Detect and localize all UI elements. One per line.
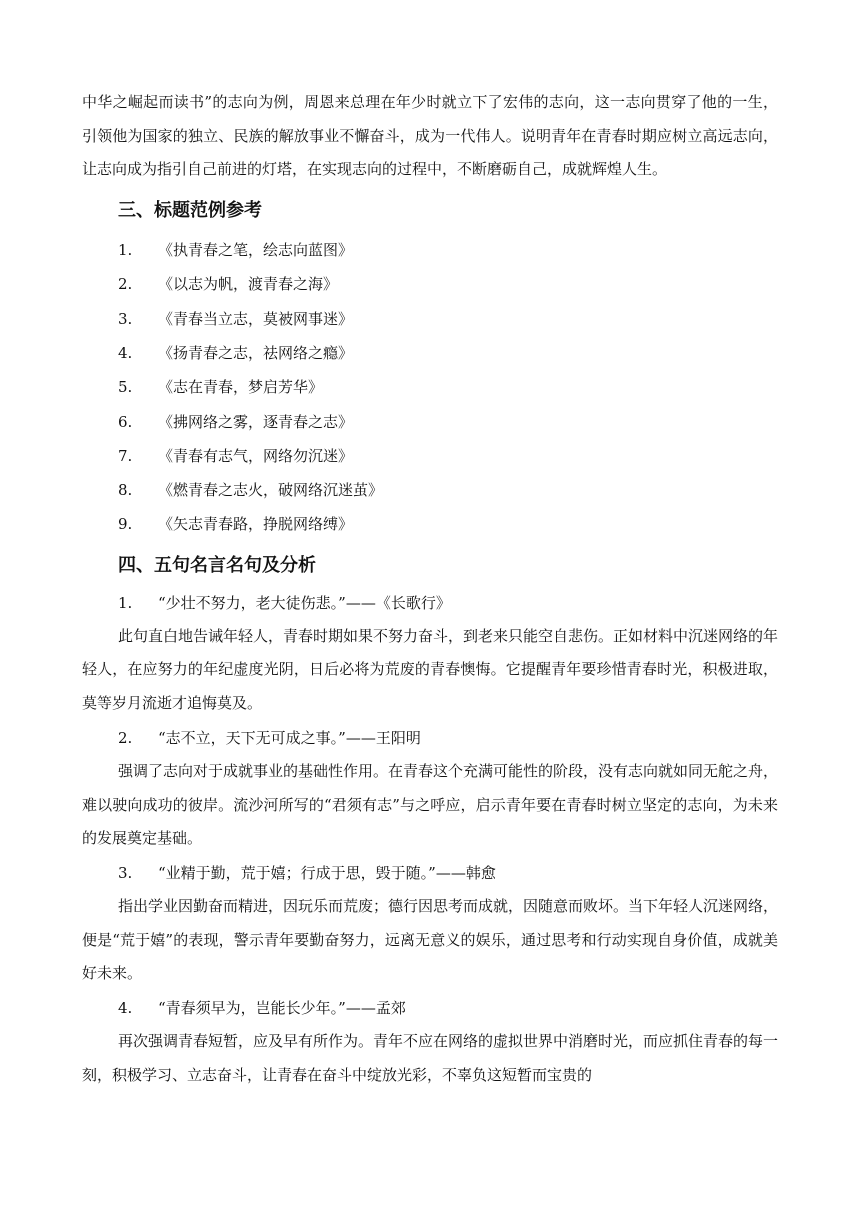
quote-analysis: 强调了志向对于成就事业的基础性作用。在青春这个充满可能性的阶段，没有志向就如同无舵之舟，难以驶向成功的彼岸。流沙河所写的“君须有志”与之呼应，启示青年要在青春时树立坚定的志向，为未来的发展奠定基础。 xyxy=(82,761,779,848)
title-example-item xyxy=(82,439,778,473)
quote-text: “业精于勤，荒于嬉；行成于思，毁于随。”——韩愈 xyxy=(158,864,496,882)
section-4-heading: 四、五句名言名句及分析 xyxy=(118,554,316,576)
quote-text: “少壮不努力，老大徒伤悲。”——《长歌行》 xyxy=(158,593,451,612)
quote-number: 3. xyxy=(118,864,133,882)
title-example-item xyxy=(82,336,778,370)
item-number: 6. xyxy=(118,412,133,431)
document-content xyxy=(82,86,778,1093)
quote-text: “青春须早为，岂能长少年。”——孟郊 xyxy=(158,999,406,1018)
section-3-heading: 三、标题范例参考 xyxy=(118,200,262,222)
item-text: 《以志为帆，渡青春之海》 xyxy=(158,275,339,294)
quote-block xyxy=(82,721,778,856)
item-text: 《志在青春，梦启芳华》 xyxy=(158,378,324,397)
item-number: 7. xyxy=(118,446,133,465)
quote-analysis: 此句直白地告诫年轻人，青春时期如果不努力奋斗，到老来只能空自悲伤。正如材料中沉迷网络的年轻人，在应努力的年纪虚度光阴，日后必将为荒废的青春懊悔。它提醒青年要珍惜青春时光，积极进取，莫等岁月流逝才追悔莫及。 xyxy=(82,626,779,713)
title-example-item xyxy=(82,370,778,404)
item-number: 8. xyxy=(118,481,133,500)
quote-analysis: 再次强调青春短暂，应及早有所作为。青年不应在网络的虚拟世界中消磨时光，而应抓住青春的每一刻，积极学习、立志奋斗，让青春在奋斗中绽放光彩，不辜负这短暂而宝贵的 xyxy=(82,1032,779,1084)
quote-line xyxy=(82,586,778,620)
item-text: 《燃青春之志火，破网络沉迷茧》 xyxy=(158,481,384,500)
title-example-item xyxy=(82,302,778,336)
quote-block xyxy=(82,856,778,991)
quote-line xyxy=(82,856,778,890)
item-number: 9. xyxy=(118,515,133,534)
title-example-item xyxy=(82,507,778,541)
quote-text: “志不立，天下无可成之事。”——王阳明 xyxy=(158,728,421,747)
quote-block xyxy=(82,991,778,1092)
title-example-item xyxy=(82,405,778,439)
title-example-item xyxy=(82,473,778,507)
quote-number: 4. xyxy=(118,999,133,1018)
item-text: 《执青春之笔，绘志向蓝图》 xyxy=(158,241,354,260)
item-number: 4. xyxy=(118,344,133,362)
item-text: 《青春有志气，网络勿沉迷》 xyxy=(158,446,354,465)
quote-number: 1. xyxy=(118,593,133,612)
title-example-list xyxy=(82,233,778,542)
item-number: 2. xyxy=(118,275,133,294)
item-number: 3. xyxy=(118,309,133,328)
title-example-item xyxy=(82,267,778,301)
item-text: 《青春当立志，莫被网事迷》 xyxy=(158,309,354,328)
item-text: 《扬青春之志，祛网络之瘾》 xyxy=(158,344,354,362)
title-example-item xyxy=(82,233,778,267)
item-number: 1. xyxy=(118,241,133,260)
item-text: 《拂网络之雾，逐青春之志》 xyxy=(158,412,354,431)
quote-line xyxy=(82,721,778,755)
item-number: 5. xyxy=(118,378,133,397)
quote-block xyxy=(82,586,778,721)
quote-number: 2. xyxy=(118,728,133,747)
quote-line xyxy=(82,991,778,1025)
quote-analysis: 指出学业因勤奋而精进，因玩乐而荒废；德行因思考而成就，因随意而败坏。当下年轻人沉迷网络，便是“荒于嬉”的表现，警示青年要勤奋努力，远离无意义的娱乐，通过思考和行动实现自身价值，成就美好未来。 xyxy=(82,897,779,983)
intro-paragraph: 中华之崛起而读书”的志向为例，周恩来总理在年少时就立下了宏伟的志向，这一志向贯穿了他的一生，引领他为国家的独立、民族的解放事业不懈奋斗，成为一代伟人。说明青年在青春时期应树立高远志向，让志向成为指引自己前进的灯塔，在实现志向的过程中，不断磨砺自己，成就辉煌人生。 xyxy=(82,93,778,179)
item-text: 《矢志青春路，挣脱网络缚》 xyxy=(158,515,354,534)
